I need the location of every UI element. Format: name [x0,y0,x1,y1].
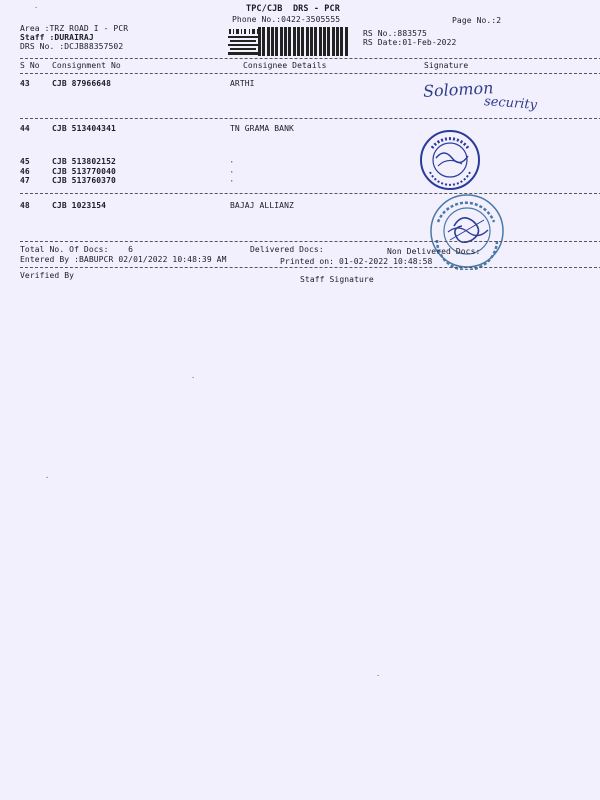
row-consignment-no: CJB 513404341 [52,124,116,133]
staff-signature: Staff Signature [300,275,374,284]
rs-number: RS No.:883575 [363,29,427,38]
row-consignee: ARTHI [230,79,255,88]
verified-by: Verified By [20,271,75,280]
row-consignee: TN GRAMA BANK [230,124,294,133]
row-divider [20,193,600,194]
scan-speck: · [34,4,39,12]
column-header-signature: Signature [424,61,469,70]
footer-bottom-divider [20,267,600,268]
scan-speck: · [191,374,196,382]
row-consignee-dot: · [229,177,235,187]
non-delivered-docs: Non Delivered Docs: [387,247,481,256]
bank-stamp-seal [418,128,482,192]
entered-by: Entered By :BABUPCR 02/01/2022 10:48:39 AM [20,255,227,264]
row-consignment-no: CJB 87966648 [52,79,111,88]
row-sno: 45 [20,157,30,166]
drs-number: DRS No. :DCJB88357502 [20,42,124,51]
page-number: Page No.:2 [452,16,502,25]
area-label: Area :TRZ ROAD I - PCR [20,24,129,33]
header-top-divider [20,58,600,59]
row-consignment-no: CJB 513802152 [52,157,116,166]
column-header-sno: S No [20,61,40,70]
row-divider [20,118,600,119]
footer-top-divider [20,241,600,242]
column-header-consignment: Consignment No [52,61,121,70]
document-title: TPC/CJB DRS - PCR [246,4,340,14]
row-sno: 46 [20,167,30,176]
row-sno: 43 [20,79,30,88]
row-sno: 44 [20,124,30,133]
row-consignee: BAJAJ ALLIANZ [230,201,294,210]
phone-number: Phone No.:0422-3505555 [232,15,341,24]
row-sno: 48 [20,201,30,210]
row-consignee-dot: · [229,168,235,178]
row-consignment-no: CJB 1023154 [52,201,107,210]
scan-speck: · [45,474,50,482]
bajaj-allianz-stamp-seal [428,192,506,270]
handwritten-signature-name: Solomon [422,78,494,101]
printed-on: Printed on: 01-02-2022 10:48:58 [280,257,433,266]
barcode-image [228,27,350,57]
header-bottom-divider [20,73,600,74]
scan-speck: · [376,672,381,680]
rs-date: RS Date:01-Feb-2022 [363,38,457,47]
delivered-docs: Delivered Docs: [250,245,324,254]
handwritten-signature-designation: security [483,94,538,113]
column-header-consignee: Consignee Details [243,61,327,70]
row-sno: 47 [20,176,30,185]
row-consignment-no: CJB 513760370 [52,176,116,185]
total-docs: Total No. Of Docs: 6 [20,245,134,254]
row-consignment-no: CJB 513770040 [52,167,116,176]
staff-label: Staff :DURAIRAJ [20,33,94,42]
row-consignee-dot: · [229,158,235,168]
